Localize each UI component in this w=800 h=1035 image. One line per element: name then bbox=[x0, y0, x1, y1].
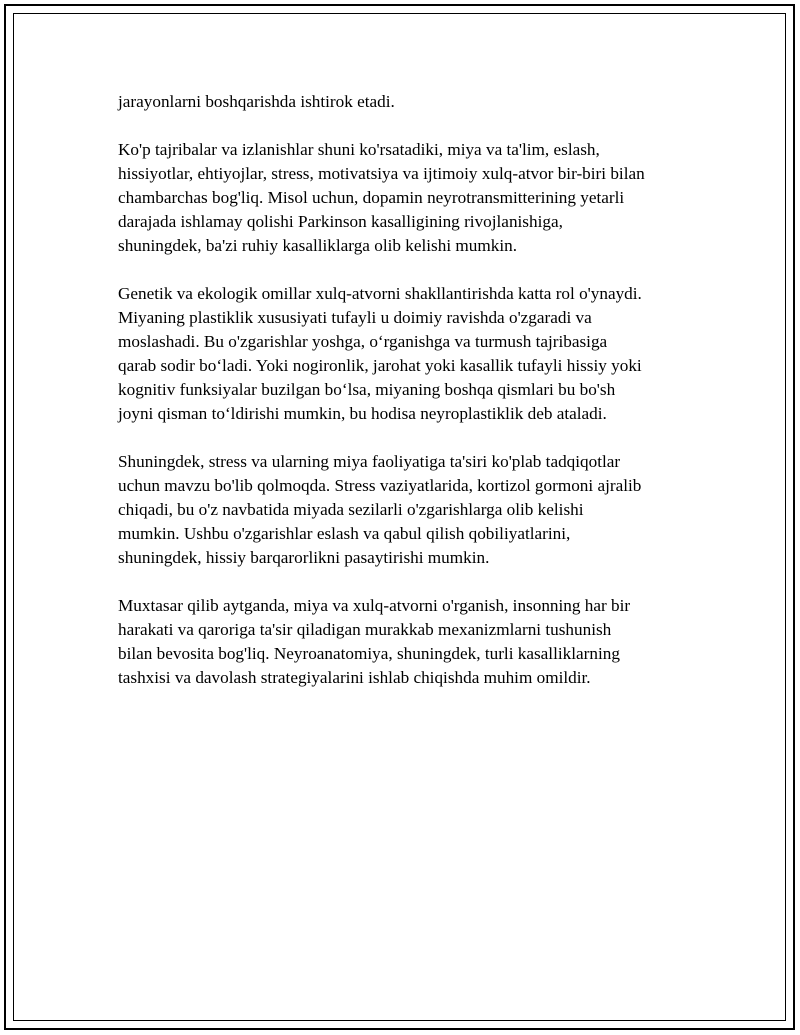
text-line: uchun mavzu bo'lib qolmoqda. Stress vaziyatlarida, kortizol gormoni ajralib bbox=[118, 476, 642, 495]
paragraph-1 bbox=[118, 90, 688, 114]
text-line: mumkin. Ushbu o'zgarishlar eslash va qabul qilish qobiliyatlarini, bbox=[118, 524, 571, 543]
paragraph-3 bbox=[118, 282, 688, 426]
text-line: moslashadi. Bu o'zgarishlar yoshga, o‘rganishga va turmush tajribasiga bbox=[118, 332, 608, 351]
text-line: bilan bevosita bog'liq. Neyroanatomiya, shuningdek, turli kasalliklarning bbox=[118, 644, 620, 663]
text-line: Shuningdek, stress va ularning miya faoliyatiga ta'siri ko'plab tadqiqotlar bbox=[118, 452, 621, 471]
text-line: jarayonlarni boshqarishda ishtirok etadi. bbox=[118, 92, 395, 111]
text-line: harakati va qaroriga ta'sir qiladigan murakkab mexanizmlarni tushunish bbox=[118, 620, 612, 639]
paragraph-4 bbox=[118, 450, 688, 570]
text-line: Genetik va ekologik omillar xulq-atvorni shakllantirishda katta rol o'ynaydi. bbox=[118, 284, 642, 303]
text-line: shuningdek, ba'zi ruhiy kasalliklarga olib kelishi mumkin. bbox=[118, 236, 517, 255]
paragraph-2 bbox=[118, 138, 688, 258]
text-line: Miyaning plastiklik xususiyati tufayli u doimiy ravishda o'zgaradi va bbox=[118, 308, 592, 327]
text-line: Ko'p tajribalar va izlanishlar shuni ko'rsatadiki, miya va ta'lim, eslash, bbox=[118, 140, 600, 159]
text-line: kognitiv funksiyalar buzilgan bo‘lsa, miyaning boshqa qismlari bu bo'sh bbox=[118, 380, 616, 399]
text-line: chiqadi, bu o'z navbatida miyada sezilarli o'zgarishlarga olib kelishi bbox=[118, 500, 584, 519]
text-line: tashxisi va davolash strategiyalarini ishlab chiqishda muhim omildir. bbox=[118, 668, 591, 687]
text-line: chambarchas bog'liq. Misol uchun, dopamin neyrotransmitterining yetarli bbox=[118, 188, 625, 207]
text-line: shuningdek, hissiy barqarorlikni pasaytirishi mumkin. bbox=[118, 548, 490, 567]
text-line: qarab sodir bo‘ladi. Yoki nogironlik, jarohat yoki kasallik tufayli hissiy yoki bbox=[118, 356, 642, 375]
text-line: joyni qisman to‘ldirishi mumkin, bu hodisa neyroplastiklik deb ataladi. bbox=[118, 404, 607, 423]
paragraph-5 bbox=[118, 594, 688, 690]
text-line: darajada ishlamay qolishi Parkinson kasalligining rivojlanishiga, bbox=[118, 212, 563, 231]
text-line: Muxtasar qilib aytganda, miya va xulq-atvorni o'rganish, insonning har bir bbox=[118, 596, 631, 615]
document-body bbox=[118, 90, 688, 714]
text-line: hissiyotlar, ehtiyojlar, stress, motivatsiya va ijtimoiy xulq-atvor bir-biri bilan bbox=[118, 164, 645, 183]
